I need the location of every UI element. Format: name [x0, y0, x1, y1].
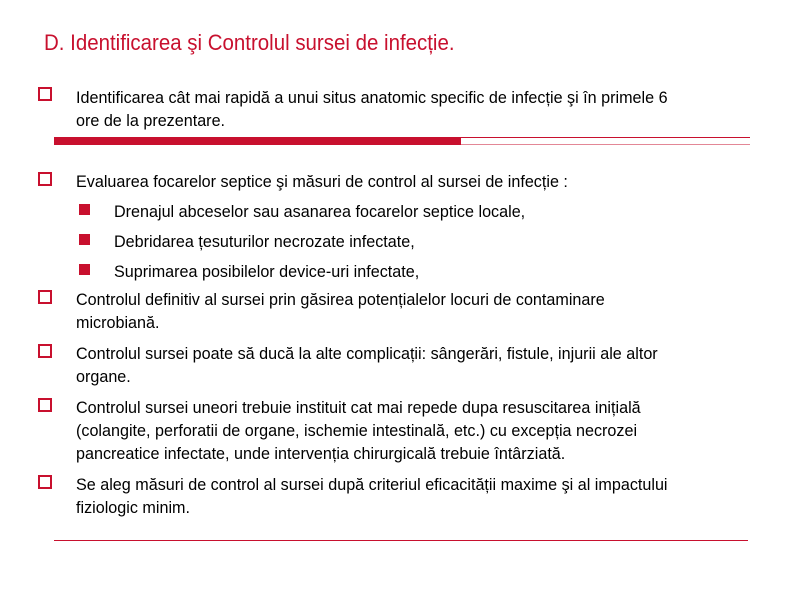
bullet-text: Identificarea cât mai rapidă a unui situs anatomic specific de infecție şi în primele 6 ore de la prezentare. [76, 88, 668, 130]
hollow-square-bullet-icon [38, 398, 52, 412]
hollow-square-bullet-icon [38, 172, 52, 186]
bullet-text: Se aleg măsuri de control al sursei după criteriul eficacității maxime şi al impactului fiziologic minim. [76, 475, 668, 517]
hollow-square-bullet-icon [38, 290, 52, 304]
filled-square-bullet-icon [79, 234, 90, 245]
bottom-divider-line [54, 540, 748, 541]
bullet-text: Controlul definitiv al sursei prin găsirea potențialelor locuri de contaminare microbiană. [76, 290, 605, 332]
slide-title: D. Identificarea şi Controlul sursei de infecție. [44, 30, 455, 55]
bullet-text: Controlul sursei uneori trebuie instituit cat mai repede dupa resuscitarea inițială (colangite, perforatii de organe, ischemie intestinală, etc.) cu excepția necrozei pancreatice infectate, unde intervenția chirurgicală trebuie întârziată. [76, 398, 641, 463]
hollow-square-bullet-icon [38, 87, 52, 101]
bullet-text: Evaluarea focarelor septice şi măsuri de control al sursei de infecție : [76, 172, 568, 191]
hollow-square-bullet-icon [38, 344, 52, 358]
divider-line [54, 144, 750, 145]
hollow-square-bullet-icon [38, 475, 52, 489]
sub-bullet-text: Drenajul abceselor sau asanarea focarelor septice locale, [114, 202, 526, 221]
sub-bullet-text: Debridarea țesuturilor necrozate infectate, [114, 232, 415, 251]
filled-square-bullet-icon [79, 264, 90, 275]
sub-bullet-text: Suprimarea posibilelor device-uri infectate, [114, 262, 420, 281]
filled-square-bullet-icon [79, 204, 90, 215]
bullet-text: Controlul sursei poate să ducă la alte complicații: sângerări, fistule, injurii ale altor organe. [76, 344, 658, 386]
